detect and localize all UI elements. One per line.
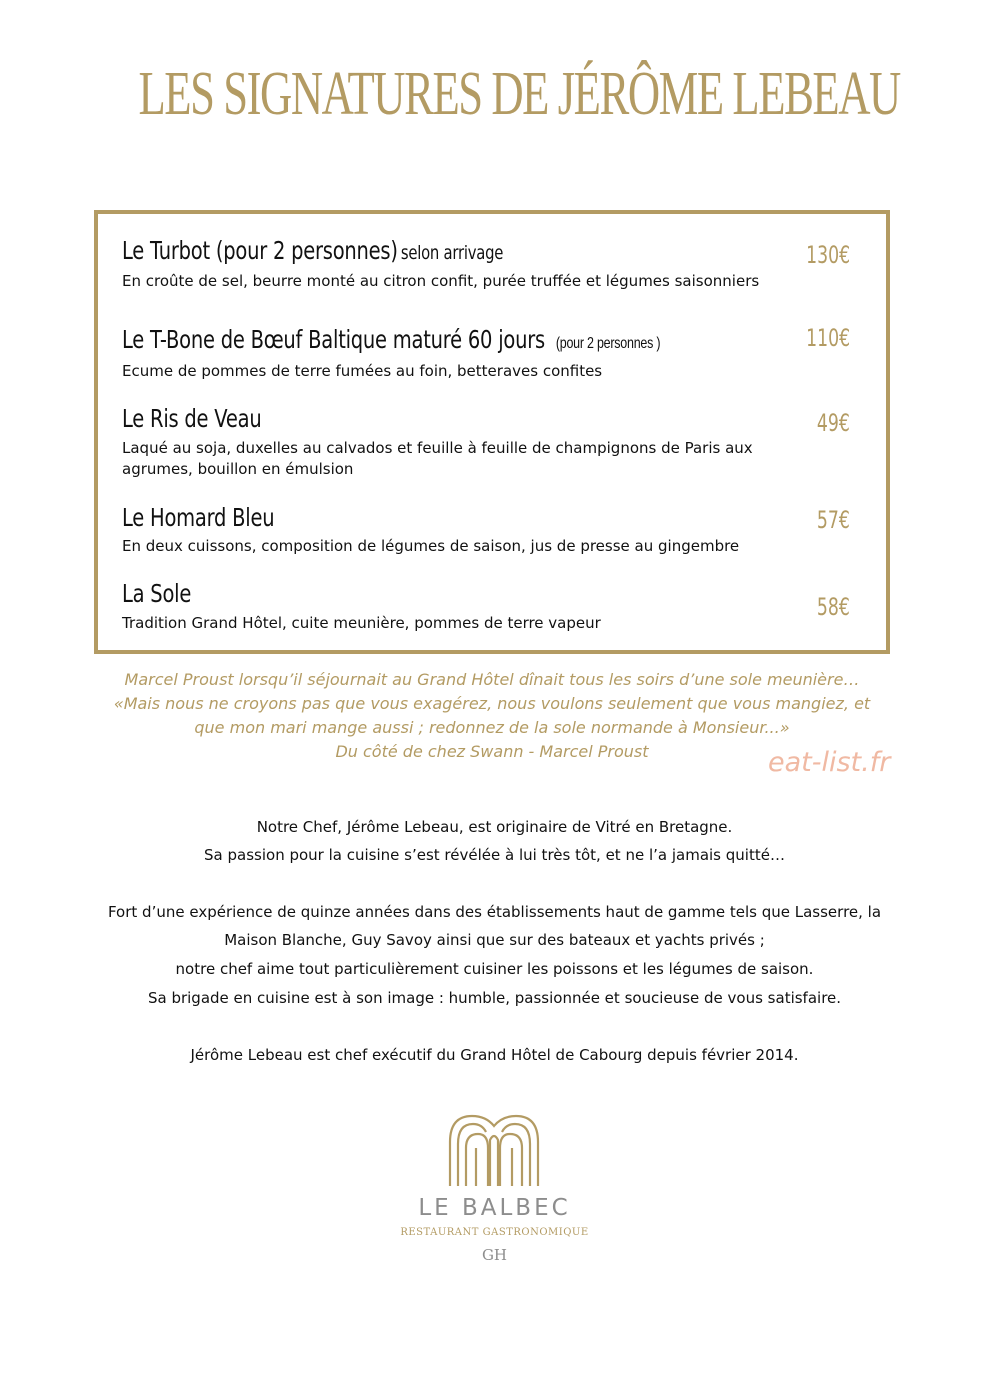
dish-name (122, 236, 503, 268)
proust-quote-intro: Marcel Proust lorsqu’il séjournait au Grand Hôtel dînait tous les soirs d’une sole meunière… (124, 670, 860, 689)
chef-bio-line: Notre Chef, Jérôme Lebeau, est originaire de Vitré en Bretagne. (256, 818, 733, 836)
dish-description: En croûte de sel, beurre monté au citron confit, purée truffée et légumes saisonniers (122, 272, 760, 290)
dish-note: selon arrivage (400, 242, 504, 264)
hotel-monogram: GH (481, 1246, 508, 1264)
chef-bio-line: Sa brigade en cuisine est à son image : humble, passionnée et soucieuse de vous satisfaire. (147, 989, 842, 1007)
dish-name: La Sole (122, 579, 192, 608)
dish-description: Tradition Grand Hôtel, cuite meunière, pommes de terre vapeur (122, 614, 601, 632)
dish-title: Le Turbot (pour 2 personnes) (122, 236, 398, 265)
dish-name (122, 325, 660, 359)
dish-description: Ecume de pommes de terre fumées au foin, betteraves confites (122, 362, 603, 380)
dish-note: (pour 2 personnes ) (555, 335, 661, 352)
chef-bio-line: Sa passion pour la cuisine s’est révélée à lui très tôt, et ne l’a jamais quitté… (204, 846, 785, 864)
chef-bio-line: Maison Blanche, Guy Savoy ainsi que sur des bateaux et yachts privés ; (224, 931, 765, 949)
dish-price: 49€ (817, 409, 850, 437)
proust-quote-line: que mon mari mange aussi ; redonnez de la sole normande à Monsieur...» (194, 718, 790, 737)
dish-name: Le Ris de Veau (122, 404, 262, 433)
dish-description: En deux cuissons, composition de légumes de saison, jus de presse au gingembre (122, 537, 740, 555)
proust-quote-source: Du côté de chez Swann - Marcel Proust (335, 742, 649, 761)
restaurant-subtitle: RESTAURANT GASTRONOMIQUE (400, 1227, 589, 1238)
signature-menu (94, 210, 890, 654)
arches-logo-icon (446, 1112, 542, 1188)
chef-bio-line: Fort d’une expérience de quinze années dans des établissements haut de gamme tels que Lasserre, la (107, 903, 882, 921)
dish-price: 110€ (806, 324, 850, 352)
page-title: LES SIGNATURES DE JÉRÔME LEBEAU (138, 60, 900, 128)
dish-price: 58€ (817, 593, 850, 621)
dish-price: 57€ (817, 506, 850, 534)
dish-description: Laqué au soja, duxelles au calvados et feuille à feuille de champignons de Paris aux agrumes, bouillon en émulsion (122, 439, 753, 478)
dish-price: 130€ (806, 241, 850, 269)
chef-bio-line: notre chef aime tout particulièrement cuisiner les poissons et les légumes de saison. (175, 960, 814, 978)
chef-bio-line: Jérôme Lebeau est chef exécutif du Grand Hôtel de Cabourg depuis février 2014. (190, 1046, 799, 1064)
proust-quote-line: «Mais nous ne croyons pas que vous exagérez, nous voulons seulement que vous mangiez, et (113, 694, 871, 713)
dish-title: Le T-Bone de Bœuf Baltique maturé 60 jours (122, 325, 545, 354)
restaurant-name: LE BALBEC (418, 1195, 571, 1221)
dish-name: Le Homard Bleu (122, 503, 275, 532)
watermark: eat-list.fr (768, 747, 891, 778)
